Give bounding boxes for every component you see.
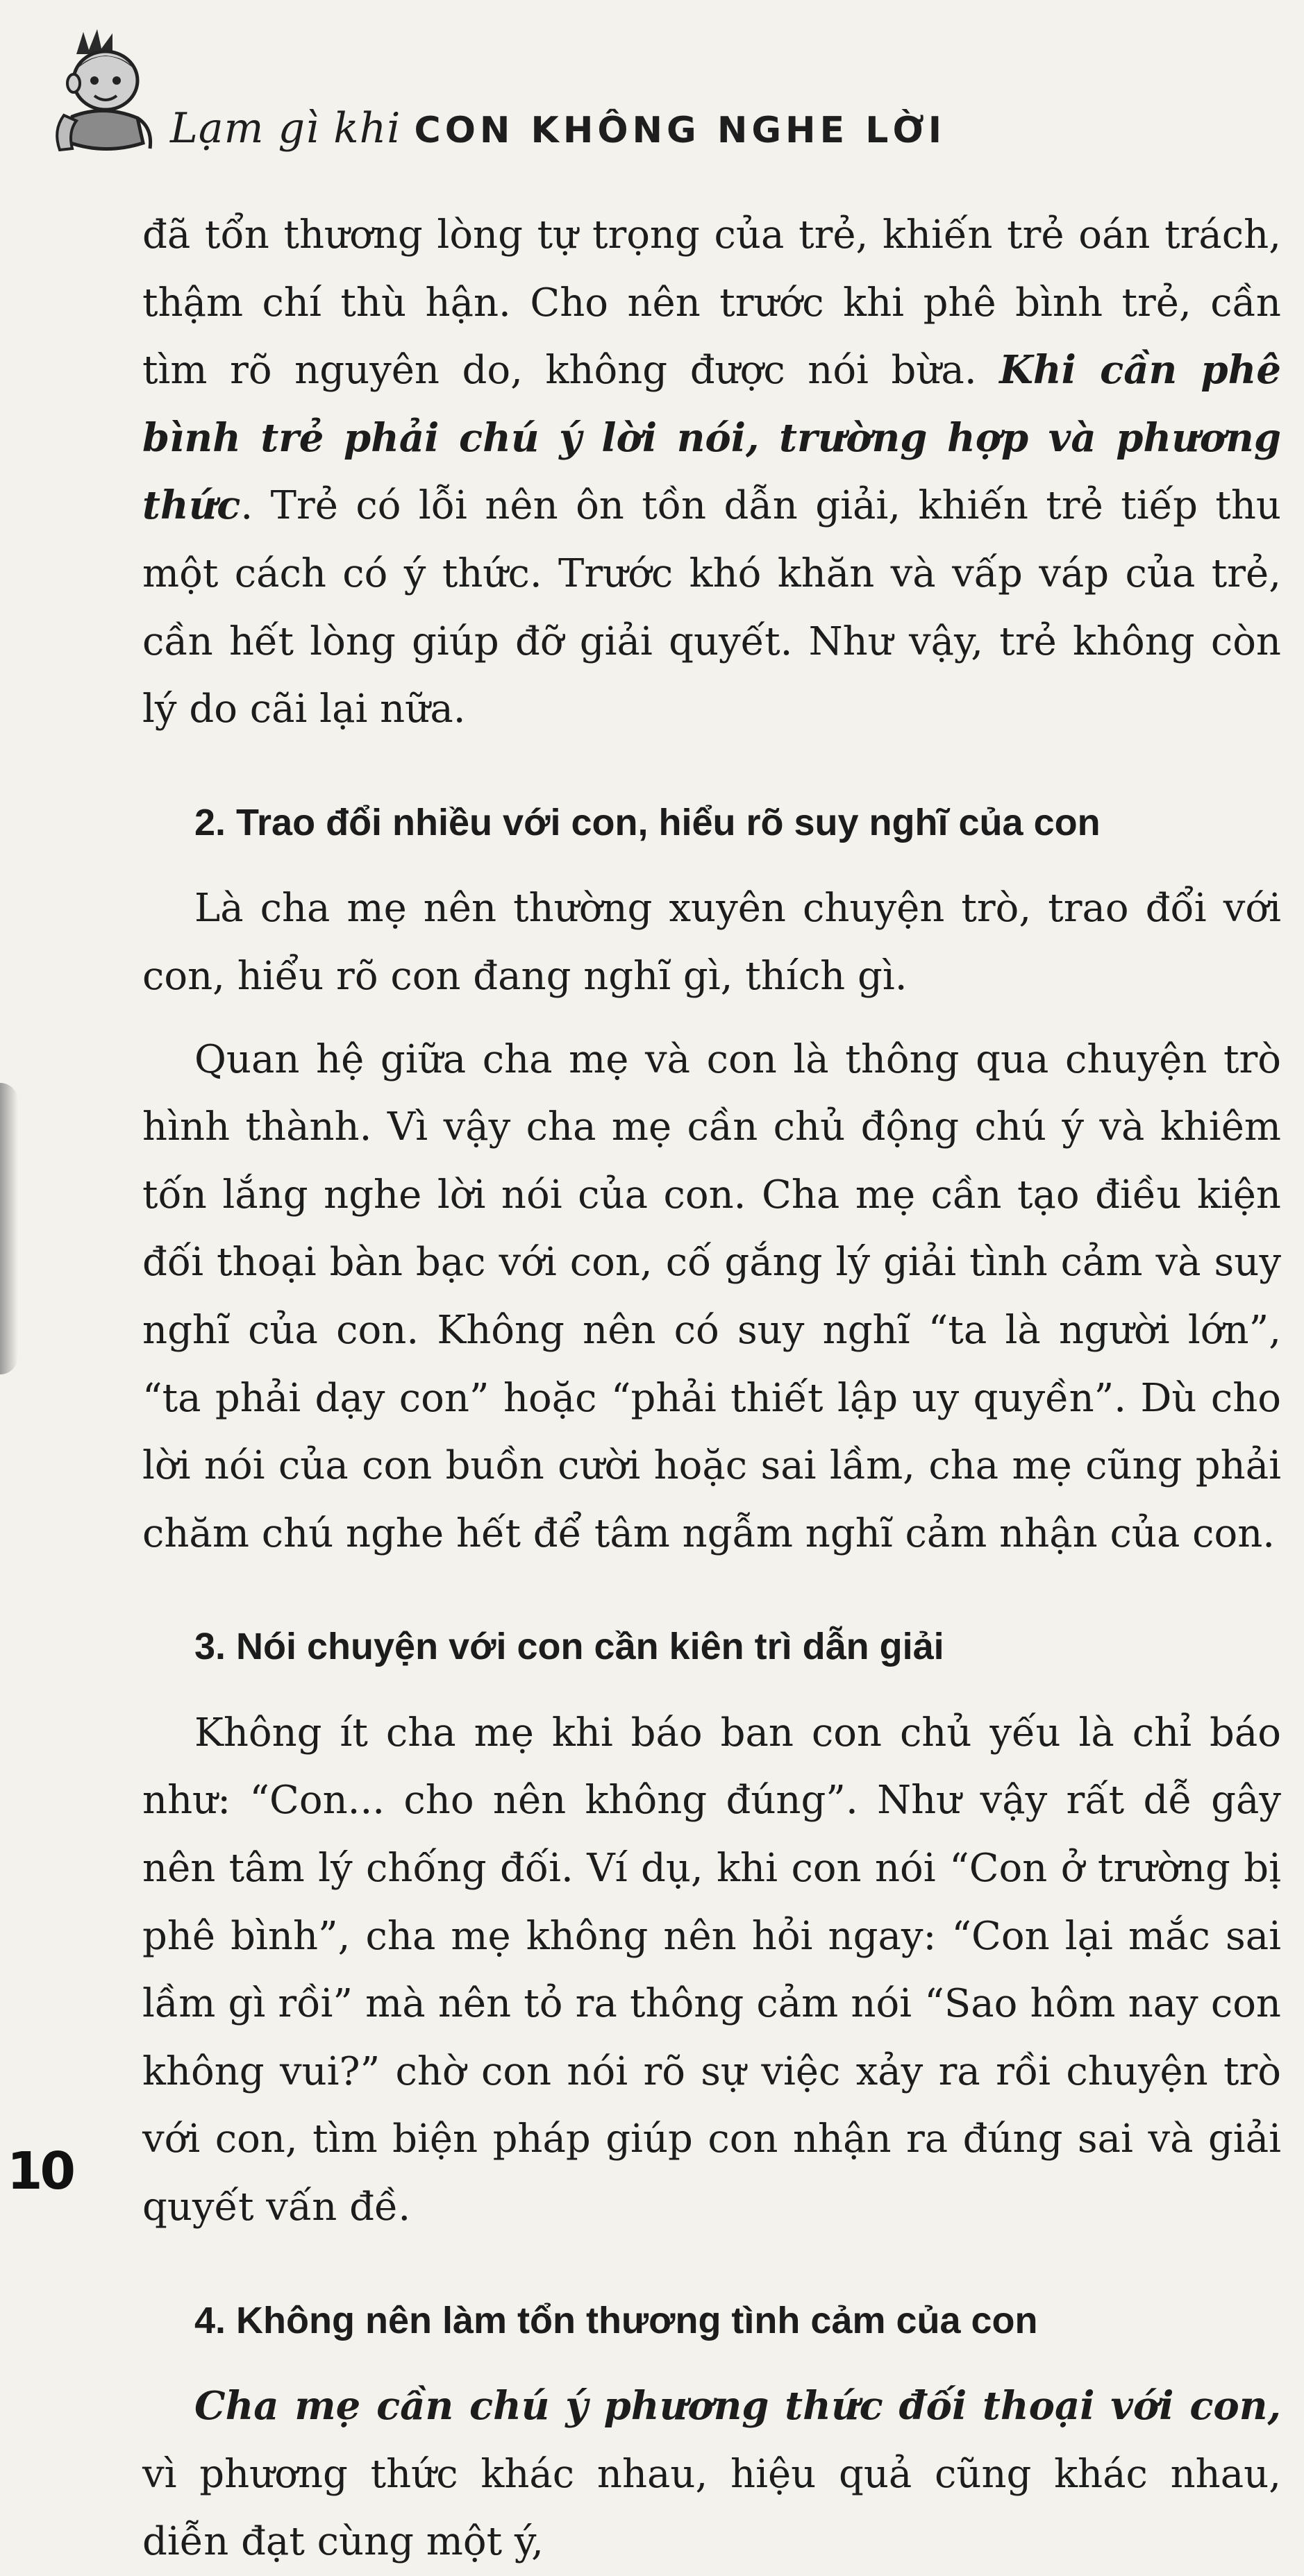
page-edge-shadow [0, 1083, 18, 1374]
section-heading-3: 3. Nói chuyện với con cần kiên trì dẫn giải [194, 1626, 944, 1668]
header-title-caps: CON KHÔNG NGHE LỜI [414, 110, 946, 151]
section-heading-4: 4. Không nên làm tổn thương tình cảm của con [194, 2299, 1038, 2341]
paragraph-text: vì phương thức khác nhau, hiệu quả cũng khác nhau, diễn đạt cùng một ý, [142, 2451, 1281, 2565]
child-mascot-icon [49, 26, 160, 158]
header-title [170, 104, 946, 153]
body-text [142, 201, 1281, 2576]
page-number: 10 [7, 2141, 73, 2201]
paragraph-text: đã tổn thương lòng tự trọng của trẻ, khiến trẻ oán trách, thậm chí thù hận. Cho nên trước khi phê bình trẻ, cần tìm rõ nguyên do, không được nói bừa. [142, 212, 1281, 394]
emphasis-text: Cha mẹ cần chú ý phương thức đối thoại với con, [194, 2383, 1281, 2430]
section-heading-2: 2. Trao đổi nhiều với con, hiểu rõ suy nghĩ của con [194, 801, 1101, 843]
paragraph: Là cha mẹ nên thường xuyên chuyện trò, trao đổi với con, hiểu rõ con đang nghĩ gì, thích gì. [142, 886, 1281, 999]
header-title-script: Lạm gì khi [170, 104, 401, 153]
paragraph [142, 2373, 1281, 2576]
paragraph: Quan hệ giữa cha mẹ và con là thông qua chuyện trò hình thành. Vì vậy cha mẹ cần chủ động chú ý và khiêm tốn lắng nghe lời nói của con. Cha mẹ cần tạo điều kiện đối thoại bàn bạc với con, cố gắng lý giải tình cảm và suy nghĩ của con. Không nên có suy nghĩ “ta là người lớn”, “ta phải dạy con” hoặc “phải thiết lập uy quyền”. Dù cho lời nói của con buồn cười hoặc sai lầm, cha mẹ cũng phải chăm chú nghe hết để tâm ngẫm nghĩ cảm nhận của con. [142, 1036, 1281, 1556]
paragraph-text: . Trẻ có lỗi nên ôn tồn dẫn giải, khiến trẻ tiếp thu một cách có ý thức. Trước khó khăn và vấp váp của trẻ, cần hết lòng giúp đỡ giải quyết. Như vậy, trẻ không còn lý do cãi lại nữa. [142, 483, 1281, 732]
paragraph: Không ít cha mẹ khi báo ban con chủ yếu là chỉ báo như: “Con... cho nên không đúng”. Như vậy rất dễ gây nên tâm lý chống đối. Ví dụ, khi con nói “Con ở trường bị phê bình”, cha mẹ không nên hỏi ngay: “Con lại mắc sai lầm gì rồi” mà nên tỏ ra thông cảm nói “Sao hôm nay con không vui?” chờ con nói rõ sự việc xảy ra rồi chuyện trò với con, tìm biện pháp giúp con nhận ra đúng sai và giải quyết vấn đề. [142, 1710, 1281, 2230]
running-header [35, 21, 1007, 167]
paragraph-continued [142, 201, 1281, 743]
emphasis-text: Khi cần phê bình trẻ phải chú ý lời nói, trường hợp và phương thức [142, 347, 1281, 529]
